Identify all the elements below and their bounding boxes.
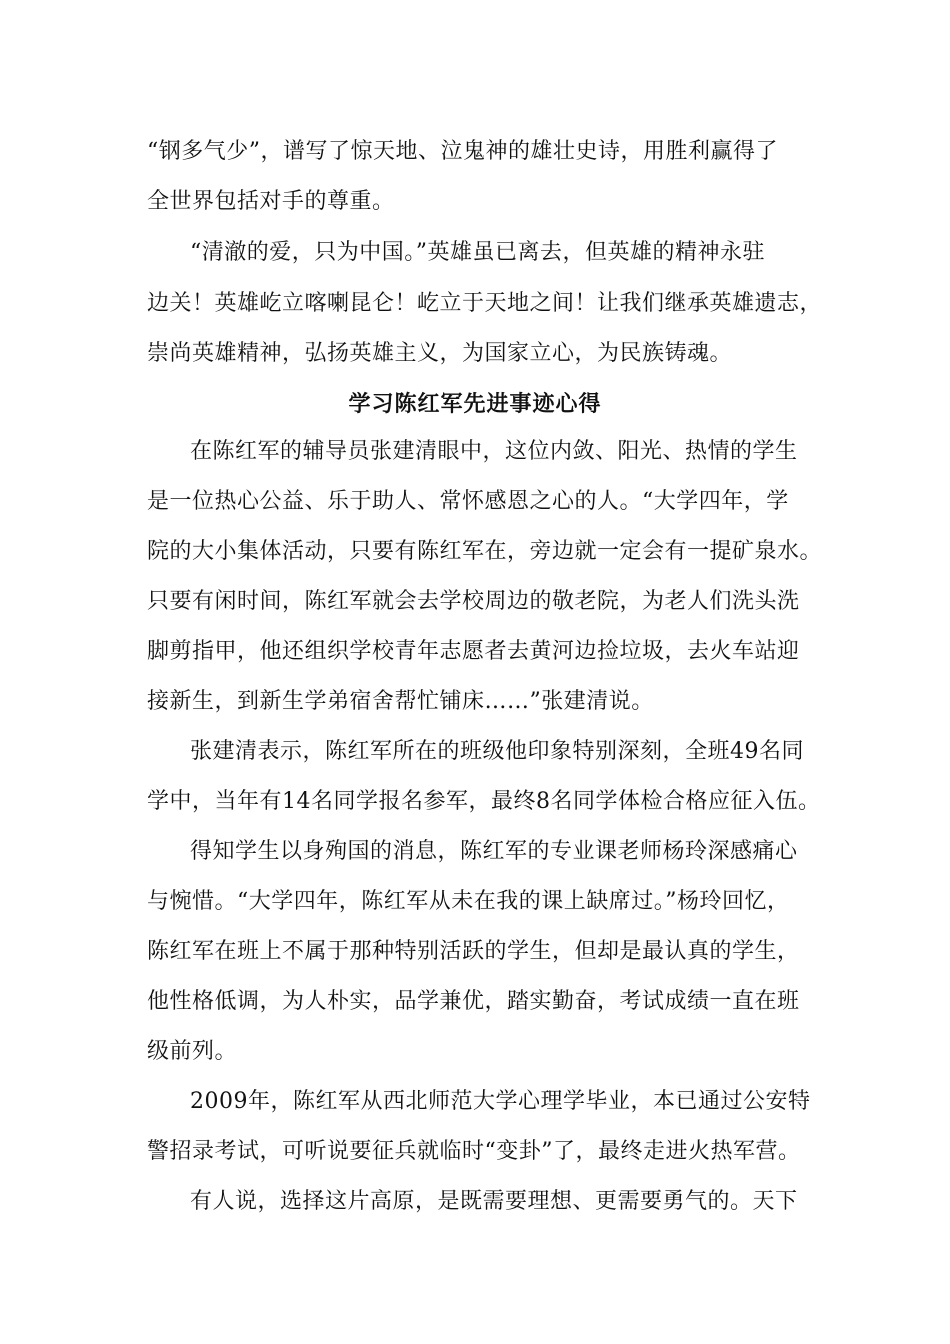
text-line: 接新生，到新生学弟宿舍帮忙铺床……”张建清说。 bbox=[147, 689, 654, 714]
text-line: 脚剪指甲，他还组织学校青年志愿者去黄河边捡垃圾，去火车站迎 bbox=[147, 639, 800, 664]
text-line: 崇尚英雄精神，弘扬英雄主义，为国家立心，为民族铸魂。 bbox=[147, 341, 733, 366]
text-line: 警招录考试，可听说要征兵就临时“变卦”了，最终走进火热军营。 bbox=[147, 1139, 801, 1164]
text-line: 陈红军在班上不属于那种特别活跃的学生，但却是最认真的学生， bbox=[147, 939, 800, 964]
text-line: 与惋惜。“大学四年，陈红军从未在我的课上缺席过。”杨玲回忆， bbox=[147, 889, 790, 914]
paragraph-first-line: 在陈红军的辅导员张建清眼中，这位内敛、阳光、热情的学生 bbox=[190, 439, 798, 464]
text-line: 学中，当年有14名同学报名参军，最终8名同学体检合格应征入伍。 bbox=[147, 789, 821, 814]
text-line: 只要有闲时间，陈红军就会去学校周边的敬老院，为老人们洗头洗 bbox=[147, 589, 800, 614]
text-line: 全世界包括对手的尊重。 bbox=[147, 189, 395, 214]
text-line: 院的大小集体活动，只要有陈红军在，旁边就一定会有一提矿泉水。 bbox=[147, 539, 823, 564]
text-line: 边关！英雄屹立喀喇昆仑！屹立于天地之间！让我们继承英雄遗志， bbox=[147, 291, 823, 316]
paragraph-first-line: 张建清表示，陈红军所在的班级他印象特别深刻，全班49名同 bbox=[190, 739, 804, 764]
text-line: 他性格低调，为人朴实，品学兼优，踏实勤奋，考试成绩一直在班 bbox=[147, 989, 800, 1014]
text-line: “钢多气少”，谱写了惊天地、泣鬼神的雄壮史诗，用胜利赢得了 bbox=[147, 139, 778, 164]
paragraph-first-line: “清澈的爱，只为中国。”英雄虽已离去，但英雄的精神永驻 bbox=[190, 240, 765, 265]
paragraph-first-line: 2009年，陈红军从西北师范大学心理学毕业，本已通过公安特 bbox=[190, 1089, 811, 1114]
paragraph-first-line: 得知学生以身殉国的消息，陈红军的专业课老师杨玲深感痛心 bbox=[190, 839, 798, 864]
section-heading: 学习陈红军先进事迹心得 bbox=[348, 391, 602, 417]
text-line: 级前列。 bbox=[147, 1039, 238, 1064]
paragraph-first-line: 有人说，选择这片高原，是既需要理想、更需要勇气的。天下 bbox=[190, 1189, 798, 1214]
text-line: 是一位热心公益、乐于助人、常怀感恩之心的人。“大学四年，学 bbox=[147, 489, 789, 514]
